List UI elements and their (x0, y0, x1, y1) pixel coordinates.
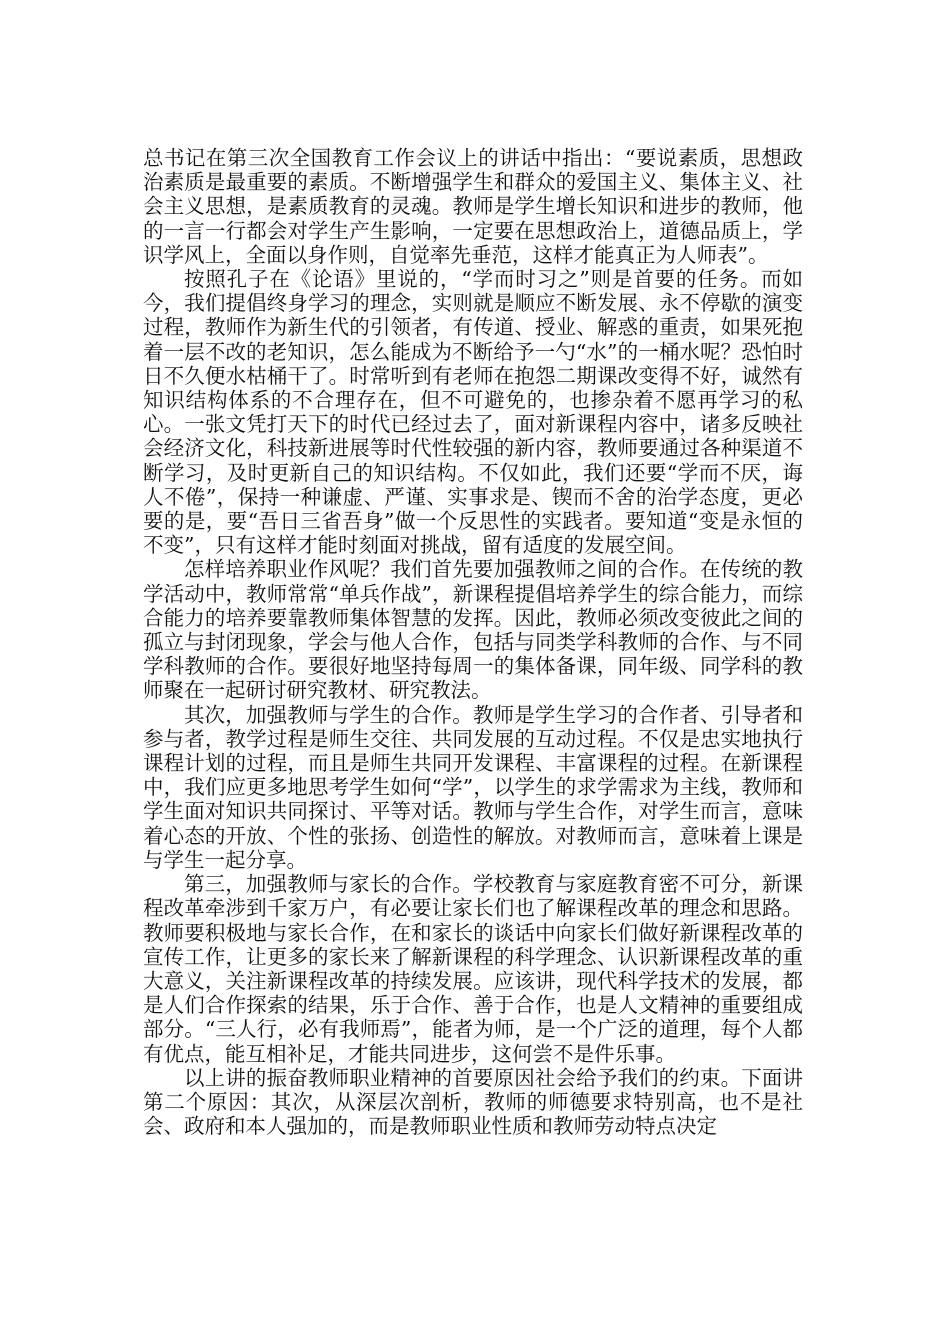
paragraph-1: 总书记在第三次全国教育工作会议上的讲话中指出：“要说素质，思想政治素质是最重要的素质。不断增强学生和群众的爱国主义、集体主义、社会主义思想，是素质教育的灵魂。教师是学生增长知识和进步的教师，他的一言一行都会对学生产生影响，一定要在思想政治上，道德品质上，学识学风上，全面以身作则，自觉率先垂范，这样才能真正为人师表”。 (143, 146, 803, 267)
paragraph-3: 怎样培养职业作风呢？我们首先要加强教师之间的合作。在传统的教学活动中，教师常常“单兵作战”，新课程提倡培养学生的综合能力，而综合能力的培养要靠教师集体智慧的发挥。因此，教师必须改变彼此之间的孤立与封闭现象，学会与他人合作，包括与同类学科教师的合作、与不同学科教师的合作。要很好地坚持每周一的集体备课，同年级、同学科的教师聚在一起研讨研究教材、研究教法。 (143, 557, 803, 703)
paragraph-4: 其次，加强教师与学生的合作。教师是学生学习的合作者、引导者和参与者，教学过程是师生交往、共同发展的互动过程。不仅是忠实地执行课程计划的过程，而且是师生共同开发课程、丰富课程的过程。在新课程中，我们应更多地思考学生如何“学”，以学生的求学需求为主线，教师和学生面对知识共同探讨、平等对话。教师与学生合作，对学生而言，意味着心态的开放、个性的张扬、创造性的解放。对教师而言，意味着上课是与学生一起分享。 (143, 702, 803, 872)
document-body (143, 146, 803, 1138)
paragraph-5: 第三，加强教师与家长的合作。学校教育与家庭教育密不可分，新课程改革牵涉到千家万户，有必要让家长们也了解课程改革的理念和思路。教师要积极地与家长合作，在和家长的谈话中向家长们做好新课程改革的宣传工作，让更多的家长来了解新课程的科学理念、认识新课程改革的重大意义，关注新课程改革的持续发展。应该讲，现代科学技术的发展，都是人们合作探索的结果，乐于合作、善于合作，也是人文精神的重要组成部分。“三人行，必有我师焉”，能者为师，是一个广泛的道理，每个人都有优点，能互相补足，才能共同进步，这何尝不是件乐事。 (143, 872, 803, 1066)
paragraph-2: 按照孔子在《论语》里说的，“学而时习之”则是首要的任务。而如今，我们提倡终身学习的理念，实则就是顺应不断发展、永不停歇的演变过程，教师作为新生代的引领者，有传道、授业、解惑的重责，如果死抱着一层不改的老知识，怎么能成为不断给予一勺“水”的一桶水呢？恐怕时日不久便水枯桶干了。时常听到有老师在抱怨二期课改变得不好，诚然有知识结构体系的不合理存在，但不可避免的，也掺杂着不愿再学习的私心。一张文凭打天下的时代已经过去了，面对新课程内容中，诸多反映社会经济文化，科技新进展等时代性较强的新内容，教师要通过各种渠道不断学习，及时更新自己的知识结构。不仅如此，我们还要“学而不厌，诲人不倦”，保持一种谦虚、严谨、实事求是、锲而不舍的治学态度，更必要的是，要“吾日三省吾身”做一个反思性的实践者。要知道“变是永恒的不变”，只有这样才能时刻面对挑战，留有适度的发展空间。 (143, 267, 803, 558)
paragraph-6: 以上讲的振奋教师职业精神的首要原因社会给予我们的约束。下面讲第二个原因：其次，从深层次剖析，教师的师德要求特别高，也不是社会、政府和本人强加的，而是教师职业性质和教师劳动特点决定 (143, 1065, 803, 1139)
